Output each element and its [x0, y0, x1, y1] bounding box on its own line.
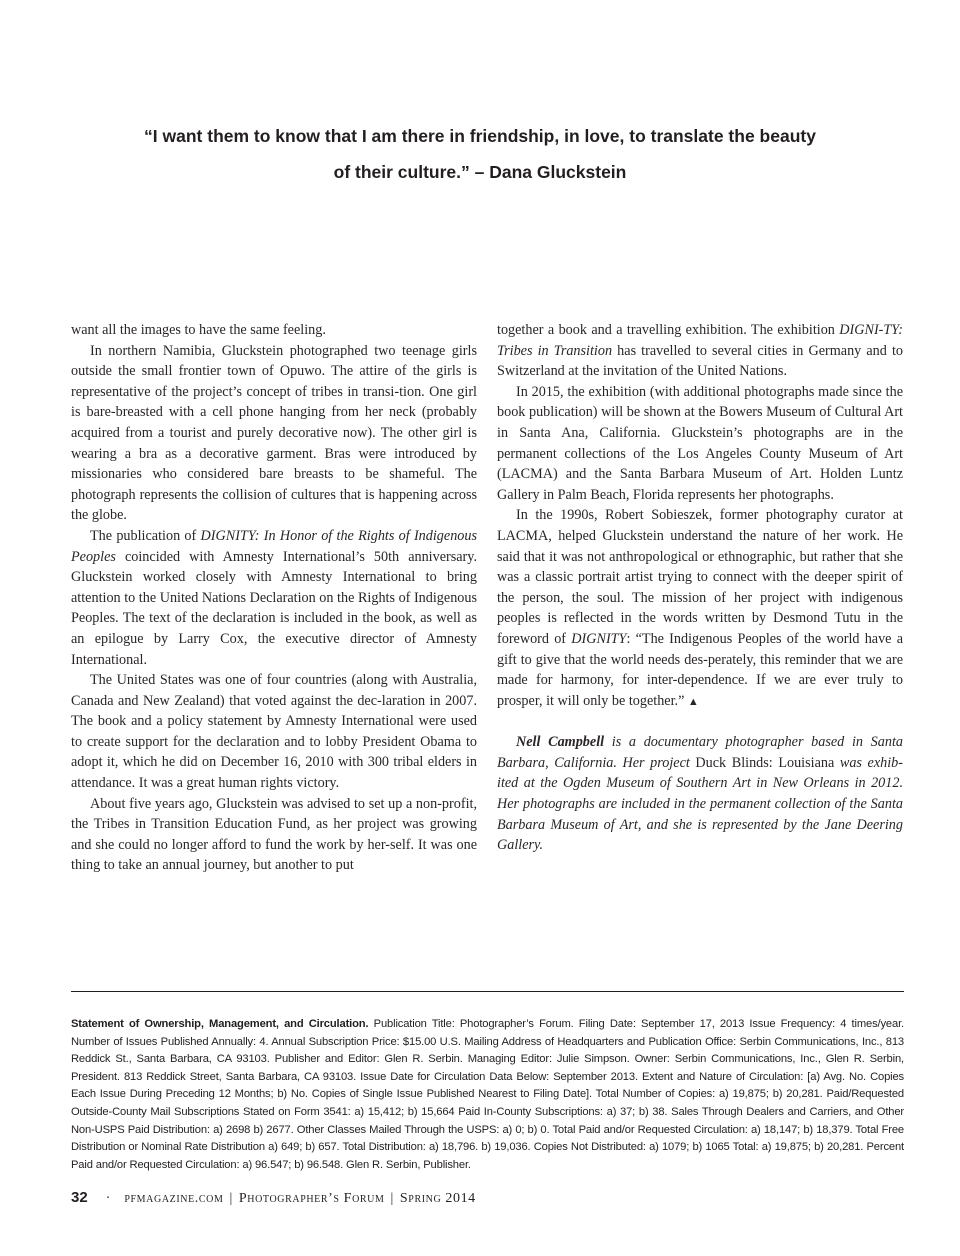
text-span: : “The Indigenous Peoples of the world have a gift to give that the world needs des-perately, this reminder that we are made for harmony, for inter-dependence. If we are ever truly to prosper, it will only be together.”	[497, 630, 903, 709]
pull-quote-line-2: of their culture.” – Dana Gluckstein	[333, 162, 627, 182]
paragraph: want all the images to have the same feeling.	[71, 322, 326, 338]
page-number: 32	[71, 1189, 88, 1206]
article-column-right	[497, 320, 903, 856]
text-span: is a documentary photographer based in Santa Barbara, California. Her project	[497, 734, 903, 771]
footer-separator: |	[229, 1191, 233, 1206]
text-span: together a book and a travelling exhibition. The exhibition	[497, 322, 840, 338]
book-title: DIGNITY: In Honor of the Rights of Indigenous Peoples	[71, 527, 477, 565]
divider-rule	[71, 991, 904, 992]
page-footer	[71, 1189, 771, 1213]
paragraph: In northern Namibia, Gluckstein photographed two teenage girls outside the small frontier town of Opuwo. The attire of the girls is representative of the project’s concept of tribes in transi-tion. One girl is bare-breasted with a cell phone hanging from her neck (probably acquired from a tourist and purely decorative now). The other girl is wearing a bra as a decorative garment. Bras were introduced by missionaries who considered bare breasts to be shameful. The photograph represents the collision of cultures that is happening across the globe.	[71, 342, 477, 524]
footer-separator: |	[390, 1191, 394, 1206]
ownership-statement	[71, 1016, 904, 1174]
author-name: Nell Campbell	[516, 734, 605, 751]
footer-bullet: ·	[105, 1191, 111, 1206]
text-span: was exhib-ited at the Ogden Museum of Southern Art in New Orleans in 2012. Her photographs are included in the permanent collection of the Santa Barbara Museum of Art, and she is represented by the Jane Deering Gallery.	[497, 754, 903, 854]
footer-magazine: Photographer’s Forum	[238, 1191, 385, 1206]
text-span: In the 1990s, Robert Sobieszek, former photography curator at LACMA, helped Gluckstein understand the nature of her work. He said that it was not anthropological or ethnographic, but rather that she was a classic portrait artist trying to connect with the deeper spirit of the person, the soul. The mission of her project with indigenous peoples is reflected in the words written by Desmond Tutu in the foreword of	[497, 507, 903, 647]
article-column-left	[71, 320, 477, 876]
paragraph: In 2015, the exhibition (with additional photographs made since the book publication) will be shown at the Bowers Museum of Cultural Art in Santa Ana, California. Gluckstein’s photographs are in the permanent collections of the Los Angeles County Museum of Art (LACMA) and the Santa Barbara Museum of Art. Holden Luntz Gallery in Palm Beach, Florida represents her photographs.	[497, 383, 903, 503]
text-span: has travelled to several cities in Germany and to Switzerland at the invitation of the United Nations.	[497, 342, 903, 380]
paragraph: About five years ago, Gluckstein was advised to set up a non-profit, the Tribes in Transition Education Fund, as her project was growing and she could no longer afford to fund the work by her-self. It was one thing to take an annual journey, but another to put	[71, 795, 477, 874]
exhibition-title: DIGNI-TY: Tribes in Transition	[497, 322, 903, 359]
paragraph: The United States was one of four countries (along with Australia, Canada and New Zealand) that voted against the dec-laration in 2007. The book and a policy statement by Amnesty International were used to create support for the declaration and to lobby President Obama to adopt it, which he did on December 16, 2010 with 300 tribal elders in attendance. It was a great human rights victory.	[71, 672, 477, 792]
paragraph	[497, 320, 903, 382]
paragraph	[71, 526, 477, 670]
end-triangle-icon: ▲	[687, 695, 699, 708]
footer-issue: Spring 2014	[399, 1191, 476, 1206]
footer-site: pfmagazine.com	[124, 1191, 224, 1206]
book-title: DIGNITY	[571, 630, 627, 647]
text-span: coincided with Amnesty International’s 50th anniversary. Gluckstein worked closely with Amnesty International to bring attention to the United Nations Declaration on the Rights of Indigenous Peoples. The text of the declaration is included in the book, as well as an epilogue by Larry Cox, the executive director of Amnesty International.	[71, 548, 477, 668]
project-title: Duck Blinds: Louisiana	[695, 754, 835, 771]
paragraph	[497, 505, 903, 712]
statement-heading: Statement of Ownership, Management, and Circulation.	[71, 1018, 369, 1030]
statement-body: Publication Title: Photographer’s Forum. Filing Date: September 17, 2013 Issue Frequency: 4 times/year. Number of Issues Published Annually: 4. Annual Subscription Price: $15.00 U.S. Mailing Address of Headquarters and Publication Office: Serbin Communications, Inc., 813 Reddick St., Santa Barbara, CA 93103. Publisher and Editor: Glen R. Serbin. Managing Editor: Julie Simpson. Owner: Serbin Communications, Inc., Glen R. Serbin, President. 813 Reddick Street, Santa Barbara, CA 93103. Issue Date for Circulation Data Below: September 2013. Extent and Nature of Circulation: [a) Avg. No. Copies Each Issue During Preceding 12 Months; b) No. Copies of Single Issue Published Nearest to Filing Date]. Total Number of Copies: a) 19,875; b) 20,281. Paid/Requested Outside-County Mail Subscriptions Stated on Form 3541: a) 15,412; b) 15,664 Paid In-County Subscriptions: a) 37; b) 38. Sales Through Dealers and Carriers, and Other Non-USPS Paid Distribution: a) 2698 b) 2677. Other Classes Mailed Through the USPS: a) 0; b) 0. Total Paid and/or Requested Circulation: a) 18,147; b) 18,379. Total Free Distribution or Nominal Rate Distribution a) 649; b) 657. Total Distribution: a) 18,796. b) 19,036. Copies Not Distributed: a) 1079; b) 1065 Total: a) 19,875; b) 20,281. Percent Paid and/or Requested Circulation: a) 96.547; b) 96.548. Glen R. Serbin, Publisher.	[71, 1018, 904, 1171]
pull-quote	[70, 118, 890, 190]
text-span: The publication of	[90, 527, 201, 544]
author-bio	[497, 732, 903, 856]
pull-quote-line-1: “I want them to know that I am there in friendship, in love, to translate the beauty	[144, 126, 816, 146]
